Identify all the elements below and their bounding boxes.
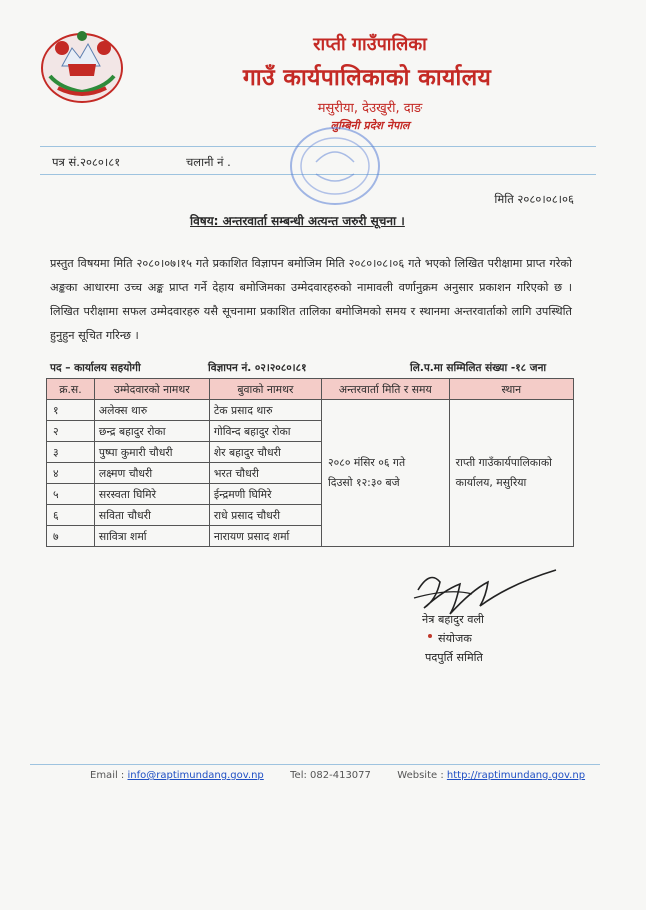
row-father-name: गोविन्द बहादुर रोका (209, 421, 321, 442)
org-address: मसुरीया, देउखुरी, दाङ (317, 101, 423, 116)
bullet-icon (428, 634, 432, 638)
email-link[interactable]: info@raptimundang.gov.np (127, 770, 264, 781)
header-interview-datetime: अन्तरवार्ता मिति र समय (321, 379, 449, 400)
row-candidate-name: सावित्रा शर्मा (94, 526, 209, 547)
interview-time: दिउसो १२:३० बजे (327, 476, 400, 489)
venue-line-2: कार्यालय, मसुरिया (455, 476, 527, 489)
row-serial: ४ (47, 463, 95, 484)
org-name: राप्ती गाउँपालिका (313, 34, 427, 55)
row-serial: ५ (47, 484, 95, 505)
row-candidate-name: अलेक्स थारु (94, 400, 209, 421)
venue-line-1: राप्ती गाउँकार्यपालिकाको (455, 456, 552, 469)
row-father-name: ईन्द्रमणी घिमिरे (209, 484, 321, 505)
candidate-table (46, 378, 574, 547)
signatory-name: नेत्र बहादुर वली (422, 613, 484, 626)
interview-datetime-cell (321, 400, 449, 547)
row-serial: ३ (47, 442, 95, 463)
header-father-name: बुवाको नामथर (209, 379, 321, 400)
post-label: पद – कार्यालय सहयोगी (50, 362, 141, 374)
nepal-emblem-icon (40, 26, 124, 104)
org-province: लुम्बिनी प्रदेश नेपाल (330, 119, 410, 132)
candidate-count: लि.प.मा सम्मिलित संख्या -१८ जना (410, 362, 547, 374)
row-father-name: राधे प्रसाद चौधरी (209, 505, 321, 526)
footer-contact (90, 770, 585, 781)
row-serial: १ (47, 400, 95, 421)
row-candidate-name: लक्ष्मण चौधरी (94, 463, 209, 484)
row-candidate-name: छन्द्र बहादुर रोका (94, 421, 209, 442)
row-candidate-name: सविता चौधरी (94, 505, 209, 526)
letter-date: मिति २०८०।०८।०६ (494, 192, 574, 206)
row-father-name: टेक प्रसाद थारु (209, 400, 321, 421)
signatory-role: संयोजक (438, 632, 472, 645)
table-row (47, 400, 574, 421)
row-serial: २ (47, 421, 95, 442)
header-venue: स्थान (449, 379, 573, 400)
row-candidate-name: पुष्पा कुमारी चौधरी (94, 442, 209, 463)
website-label: Website : (397, 770, 444, 781)
signatory-committee: पदपुर्ति समिति (425, 651, 483, 664)
dispatch-number: चलानी नं . (186, 155, 231, 169)
interview-date: २०८० मंसिर ०६ गते (327, 456, 406, 469)
website-link[interactable]: http://raptimundang.gov.np (446, 770, 586, 781)
row-candidate-name: सरस्वता घिमिरे (94, 484, 209, 505)
telephone: Tel: 082-413077 (290, 770, 371, 781)
table-header-row (47, 379, 574, 400)
letter-subject: विषय: अन्तरवार्ता सम्बन्धी अत्यन्त जरुरी सूचना । (190, 214, 405, 228)
row-serial: ६ (47, 505, 95, 526)
footer-divider (30, 764, 600, 765)
venue-cell (449, 400, 573, 547)
header-serial: क्र.स. (47, 379, 95, 400)
reference-number: पत्र सं.२०८०।८१ (52, 155, 121, 169)
row-father-name: शेर बहादुर चौधरी (209, 442, 321, 463)
office-stamp-icon (286, 122, 384, 210)
row-father-name: भरत चौधरी (209, 463, 321, 484)
header-candidate-name: उम्मेदवारको नामथर (94, 379, 209, 400)
advertisement-number: विज्ञापन नं. ०२।२०८०।८१ (208, 362, 307, 374)
row-father-name: नारायण प्रसाद शर्मा (209, 526, 321, 547)
row-serial: ७ (47, 526, 95, 547)
letter-body: प्रस्तुत विषयमा मिति २०८०।०७।१५ गते प्रकाशित विज्ञापन बमोजिम मिति २०८०।०८।०६ गते भएको लिखित परीक्षामा प्राप्त गरेको अङ्कका आधारमा उच्च अङ्क प्राप्त गर्ने देहाय बमोजिमका उम्मेदवारहरुको नामावली वर्णानुक्रम अनुसार प्रकाशन गरिएको छ । लिखित परीक्षामा सफल उम्मेदवारहरु यसै सूचनामा प्रकाशित तालिका बमोजिमको समय र स्थानमा अन्तरवार्ताको लागि उपस्थिति हुनुहुन सूचित गरिन्छ । (50, 257, 572, 342)
signature-icon (410, 560, 560, 620)
office-title: गाउँ कार्यपालिकाको कार्यालय (242, 65, 492, 91)
email-label: Email : (90, 770, 125, 781)
